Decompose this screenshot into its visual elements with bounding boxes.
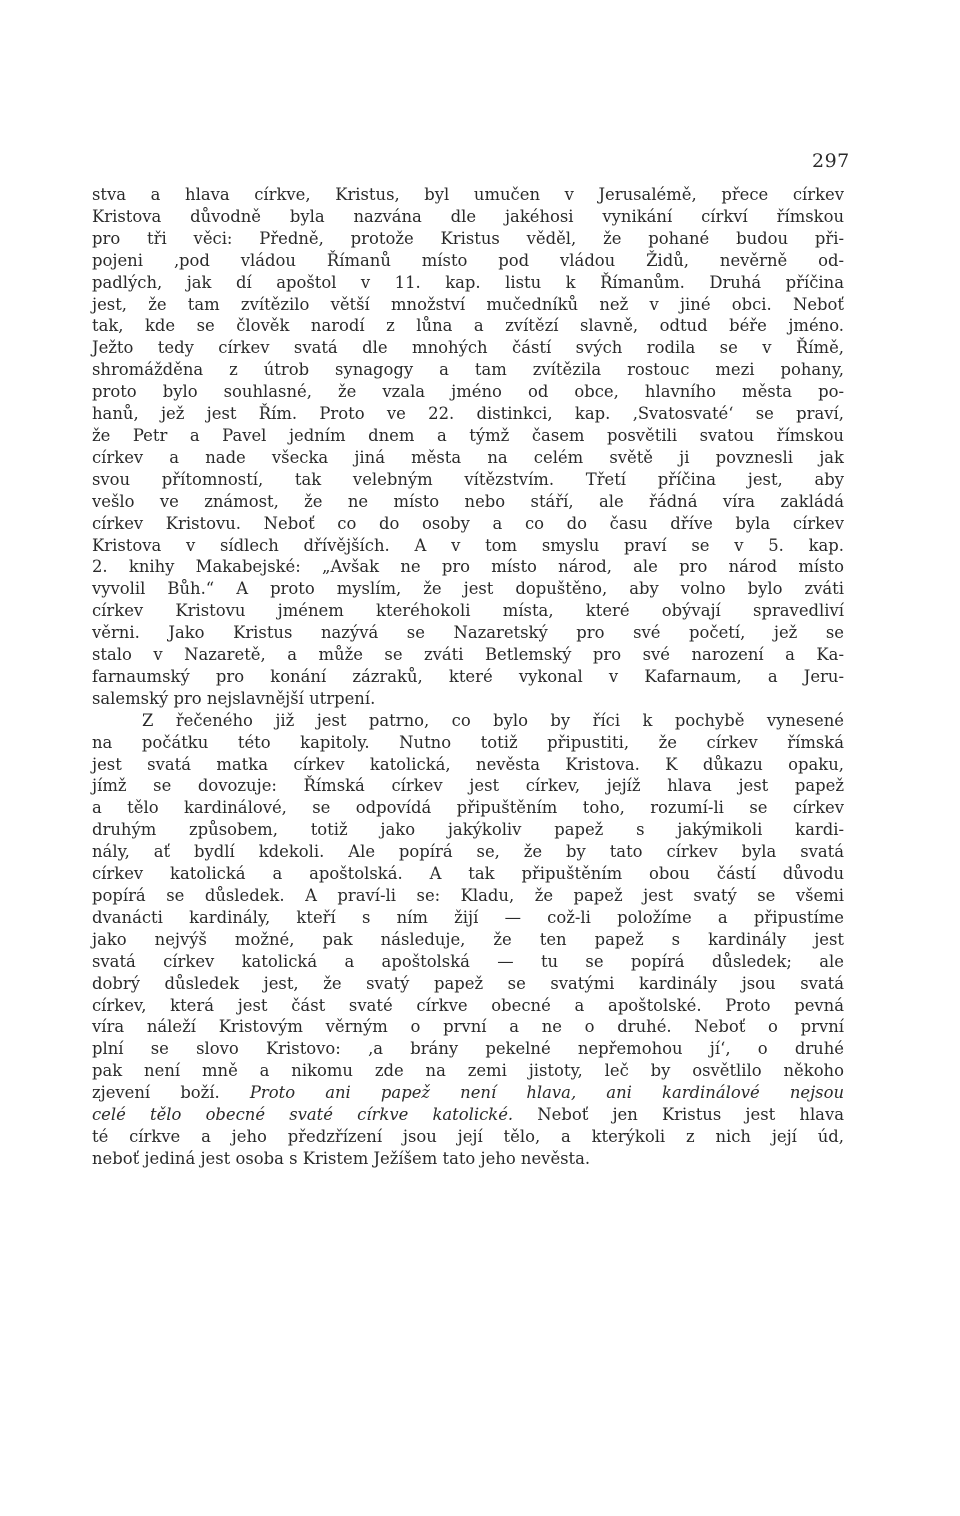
text-line: pro tři věci: Předně, protože Kristus věděl, že pohané budou při- bbox=[92, 228, 844, 248]
text-line: nály, ať bydlí kdekoli. Ale popírá se, že by tato církev byla svatá bbox=[92, 842, 844, 862]
italic-text: Proto ani papež není hlava, ani kardinálové nejsou bbox=[219, 1083, 844, 1103]
text-line: svou přítomností, tak velebným vítězstvím. Třetí příčina jest, aby bbox=[92, 469, 844, 489]
text-line: Kristova v sídlech dřívějších. A v tom smyslu praví se v 5. kap. bbox=[92, 535, 844, 555]
text-line: 2. knihy Makabejské: „Avšak ne pro místo národ, ale pro národ místo bbox=[92, 557, 844, 577]
text-line: padlých, jak dí apoštol v 11. kap. listu k Římanům. Druhá příčina bbox=[92, 272, 844, 292]
text-line: Z řečeného již jest patrno, co bylo by říci k pochybě vynesené bbox=[142, 710, 844, 730]
text-line: popírá se důsledek. A praví-li se: Kladu, že papež jest svatý se všemi bbox=[92, 886, 844, 905]
text-line: církev katolická a apoštolská. A tak připuštěním obou částí důvodu bbox=[92, 864, 844, 884]
text-line: zjevení boží. Proto ani papež není hlava, ani kardinálové nejsou bbox=[92, 1083, 844, 1103]
text-line: víra náleží Kristovým věrným o první a ne o druhé. Neboť o první bbox=[92, 1017, 844, 1037]
text-line: Ježto tedy církev svatá dle mnohých částí svých rodila se v Římě, bbox=[92, 338, 844, 358]
text-line: proto bylo souhlasné, že vzala jméno od obce, hlavního města po- bbox=[92, 382, 844, 402]
body-text bbox=[92, 184, 844, 1170]
text-line: Kristova důvodně byla nazvána dle jakéhosi vynikání církví římskou bbox=[92, 206, 844, 226]
text-line: dvanácti kardinály, kteří s ním žijí — což-li položíme a připustíme bbox=[92, 907, 844, 927]
text-line: vyvolil Bůh.“ A proto myslím, že jest dopuštěno, aby volno bylo zváti bbox=[92, 579, 844, 599]
text-line: církev, která jest část svaté církve obecné a apoštolské. Proto pevná bbox=[92, 995, 844, 1015]
text-line: a tělo kardinálové, se odpovídá připuštěním toho, rozumí-li se církev bbox=[92, 798, 844, 818]
text-line: farnaumský pro konání zázraků, které vykonal v Kafarnaum, a Jeru- bbox=[92, 666, 844, 686]
page-number: 297 bbox=[812, 150, 850, 172]
text-line: hanů, jež jest Řím. Proto ve 22. distinkci, kap. ‚Svatosvaté‘ se praví, bbox=[92, 404, 844, 424]
text-line: jako nejvýš možné, pak následuje, že ten papež s kardinály jest bbox=[92, 929, 844, 949]
text-line: pojeni ‚pod vládou Římanů místo pod vládou Židů, nevěrně od- bbox=[92, 250, 844, 270]
text-line: církev a nade všecka jiná města na celém světě ji povznesli jak bbox=[92, 447, 844, 467]
italic-text: celé tělo obecné svaté církve katolické. bbox=[92, 1105, 514, 1125]
text-line: stva a hlava církve, Kristus, byl umučen v Jerusalémě, přece církev bbox=[92, 185, 844, 204]
text-line: neboť jediná jest osoba s Kristem Ježíšem tato jeho nevěsta. bbox=[92, 1148, 591, 1168]
text-line: shromážděna z útrob synagogy a tam zvítězila rostouc mezi pohany, bbox=[92, 360, 844, 380]
text-line: jímž se dovozuje: Římská církev jest církev, jejíž hlava jest papež bbox=[92, 776, 844, 796]
text-line: pak není mně a nikomu zde na zemi jistoty, leč by osvětlilo někoho bbox=[92, 1061, 844, 1081]
text-line: že Petr a Pavel jedním dnem a týmž časem posvětili svatou římskou bbox=[92, 425, 844, 445]
text-line: stalo v Nazaretě, a může se zváti Betlemský pro své narození a Ka- bbox=[92, 645, 844, 665]
text-line: věrni. Jako Kristus nazývá se Nazaretský pro své početí, jež se bbox=[92, 623, 844, 643]
text-line: jest, že tam zvítězilo větší množství mučedníků než v jiné obci. Neboť bbox=[92, 294, 844, 314]
text-line: vešlo ve známost, že ne místo nebo stáří, ale řádná víra zakládá bbox=[92, 491, 844, 511]
text-line: církev Kristovu. Neboť co do osoby a co do času dříve byla církev bbox=[92, 513, 844, 533]
text-line: svatá církev katolická a apoštolská — tu se popírá důsledek; ale bbox=[92, 951, 844, 971]
text-line: na počátku této kapitoly. Nutno totiž připustiti, že církev římská bbox=[92, 732, 844, 752]
text-line: druhým způsobem, totiž jako jakýkoliv papež s jakýmikoli kardi- bbox=[92, 820, 844, 840]
text-line: salemský pro nejslavnější utrpení. bbox=[92, 688, 376, 708]
text-line: tak, kde se člověk narodí z lůna a zvítězí slavně, odtud béře jméno. bbox=[92, 316, 844, 336]
text-line: jest svatá matka církev katolická, nevěsta Kristova. K důkazu opaku, bbox=[92, 754, 844, 774]
text-line: církev Kristovu jménem kteréhokoli místa, které obývají spravedliví bbox=[92, 601, 844, 621]
text-line: té církve a jeho předzřízení jsou její tělo, a kterýkoli z nich její úd, bbox=[92, 1126, 844, 1146]
text-line: dobrý důsledek jest, že svatý papež se svatými kardinály jsou svatá bbox=[92, 973, 844, 993]
text-line: plní se slovo Kristovo: ‚a brány pekelné nepřemohou jí‘, o druhé bbox=[92, 1039, 844, 1059]
text-line: celé tělo obecné svaté církve katolické. Neboť jen Kristus jest hlava bbox=[92, 1105, 844, 1125]
